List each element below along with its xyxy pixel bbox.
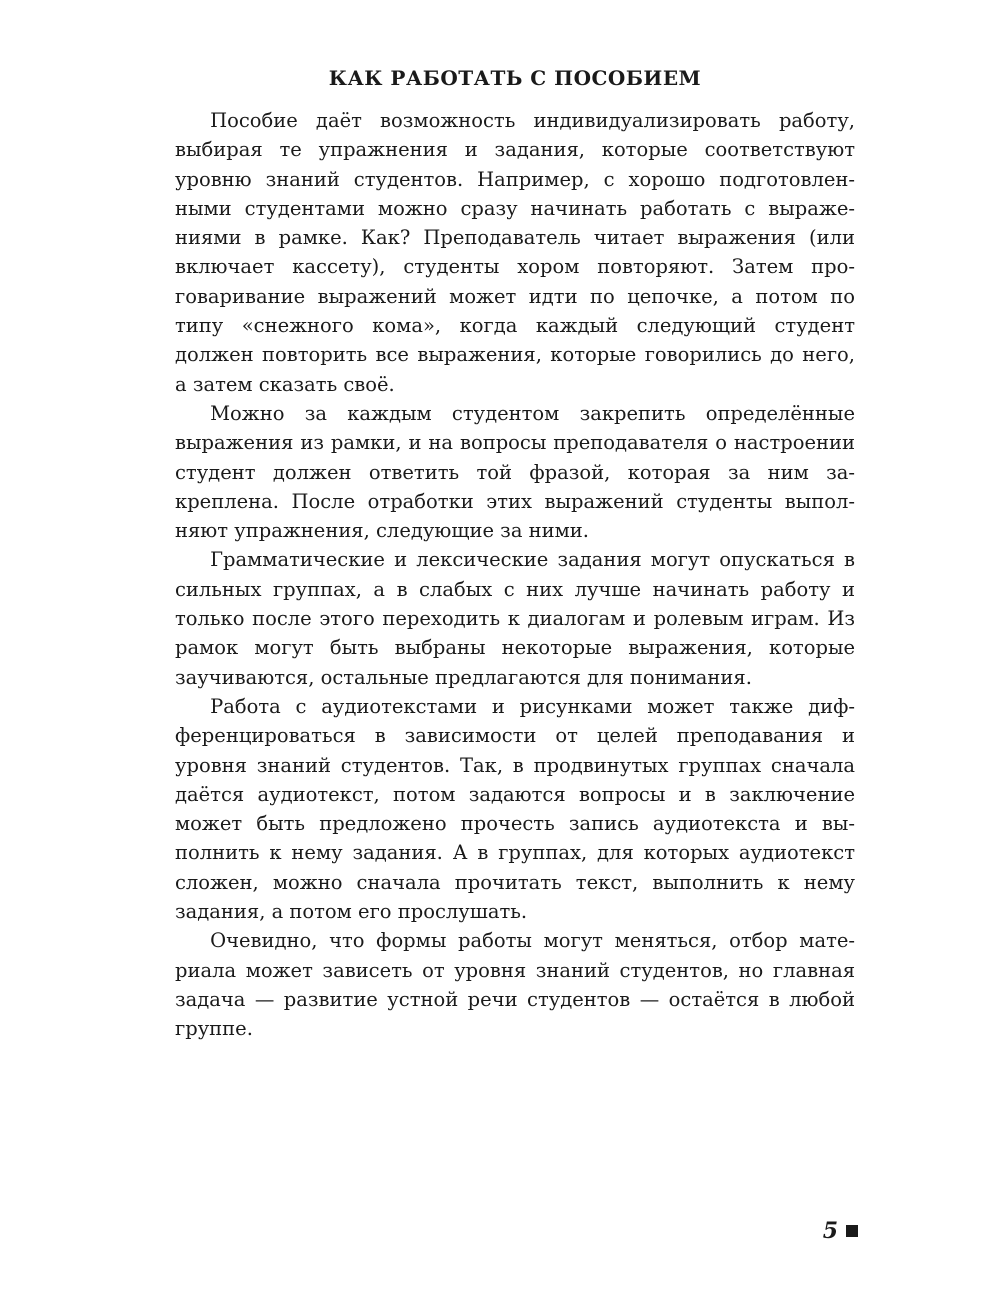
page-title: КАК РАБОТАТЬ С ПОСОБИЕМ xyxy=(328,66,702,90)
page-footer xyxy=(810,1218,858,1244)
paragraph-5: Очевидно, что формы работы могут меняться, отбор материала может зависеть от уровня знаний студентов, но главная задача — развитие устной речи студентов — остаётся в любой группе. xyxy=(175,929,855,1041)
paragraph-3: Грамматические и лексические задания могут опускаться в сильных группах, а в слабых с них лучше начинать работу и только после этого переходить к диалогам и ролевым играм. Из рамок могут быть выбраны некоторые выражения, которые заучиваются, остальные предлагаются для понимания. xyxy=(175,548,855,689)
paragraph-2: Можно за каждым студентом закрепить определённые выражения из рамки, и на вопросы преподавателя о настроении студент должен ответить той фразой, которая за ним закреплена. После отработки этих выражений студенты выполняют упражнения, следующие за ними. xyxy=(175,401,855,543)
body-text xyxy=(175,106,855,1044)
paragraph-1: Пособие даёт возможность индивидуализировать работу, выбирая те упражнения и задания, которые соответствуют уровню знаний студентов. Например, с хорошо подготовленными студентами можно сразу начинать работать с выражениями в рамке. Как? Преподаватель читает выражения (или включает кассету), студенты хором повторяют. Затем проговаривание выражений может идти по цепочке, а потом по типу «снежного кома», когда каждый следующий студент должен повторить все выражения, которые говорились до него, а затем сказать своё. xyxy=(175,109,855,396)
paragraph-4: Работа с аудиотекстами и рисунками может также дифференцироваться в зависимости от целей преподавания и уровня знаний студентов. Так, в продвинутых группах сначала даётся аудиотекст, потом задаются вопросы и в заключение может быть предложено прочесть запись аудиотекста и выполнить к нему задания. А в группах, для которых аудиотекст сложен, можно сначала прочитать текст, выполнить к нему задания, а потом его прослушать. xyxy=(175,694,855,924)
black-square-icon xyxy=(846,1225,858,1237)
page-number: 5 xyxy=(822,1218,838,1244)
